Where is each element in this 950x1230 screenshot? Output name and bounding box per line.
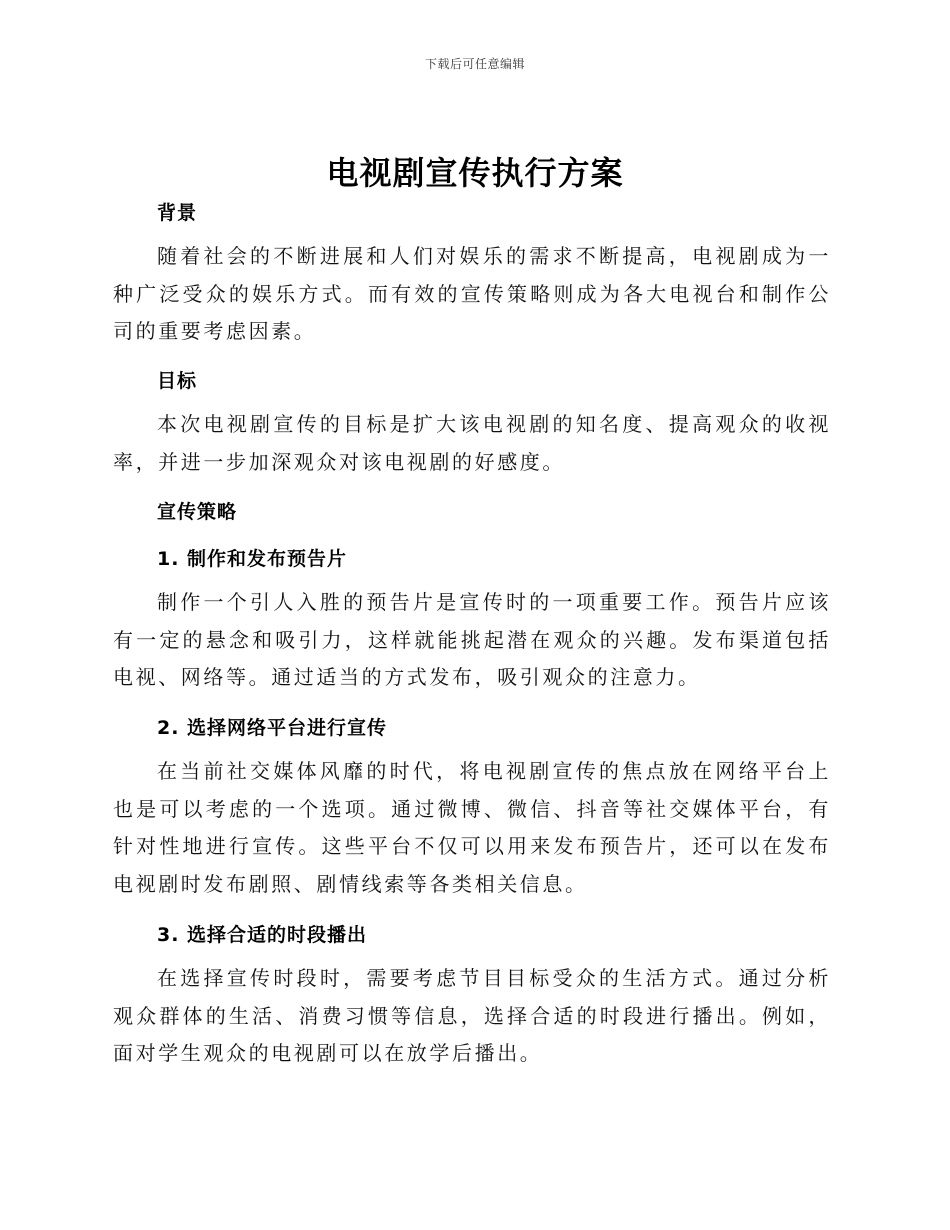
- section-body-online-platform: 在当前社交媒体风靡的时代，将电视剧宣传的焦点放在网络平台上也是可以考虑的一个选项。通过微博、微信、抖音等社交媒体平台，有针对性地进行宣传。这些平台不仅可以用来发布预告片，还可以在发布电视剧时发布剧照、剧情线索等各类相关信息。: [113, 759, 831, 896]
- page-header-note: 下载后可任意编辑: [424, 57, 525, 71]
- section-body-goal: 本次电视剧宣传的目标是扩大该电视剧的知名度、提高观众的收视率，并进一步加深观众对该电视剧的好感度。: [113, 412, 831, 474]
- section-heading-background: 背景: [157, 202, 198, 224]
- section-heading-trailer: 1. 制作和发布预告片: [157, 548, 348, 570]
- section-heading-timeslot: 3. 选择合适的时段播出: [157, 924, 368, 946]
- section-body-background: 随着社会的不断进展和人们对娱乐的需求不断提高，电视剧成为一种广泛受众的娱乐方式。而有效的宣传策略则成为各大电视台和制作公司的重要考虑因素。: [113, 244, 831, 343]
- section-heading-goal: 目标: [157, 370, 198, 392]
- document-title: 电视剧宣传执行方案: [326, 154, 624, 192]
- section-body-trailer: 制作一个引人入胜的预告片是宣传时的一项重要工作。预告片应该有一定的悬念和吸引力，这样就能挑起潜在观众的兴趣。发布渠道包括电视、网络等。通过适当的方式发布，吸引观众的注意力。: [113, 590, 831, 689]
- section-heading-online-platform: 2. 选择网络平台进行宣传: [157, 717, 388, 739]
- section-heading-strategy: 宣传策略: [157, 501, 238, 523]
- section-body-timeslot: 在选择宣传时段时，需要考虑节目目标受众的生活方式。通过分析观众群体的生活、消费习惯等信息，选择合适的时段进行播出。例如，面对学生观众的电视剧可以在放学后播出。: [113, 966, 831, 1065]
